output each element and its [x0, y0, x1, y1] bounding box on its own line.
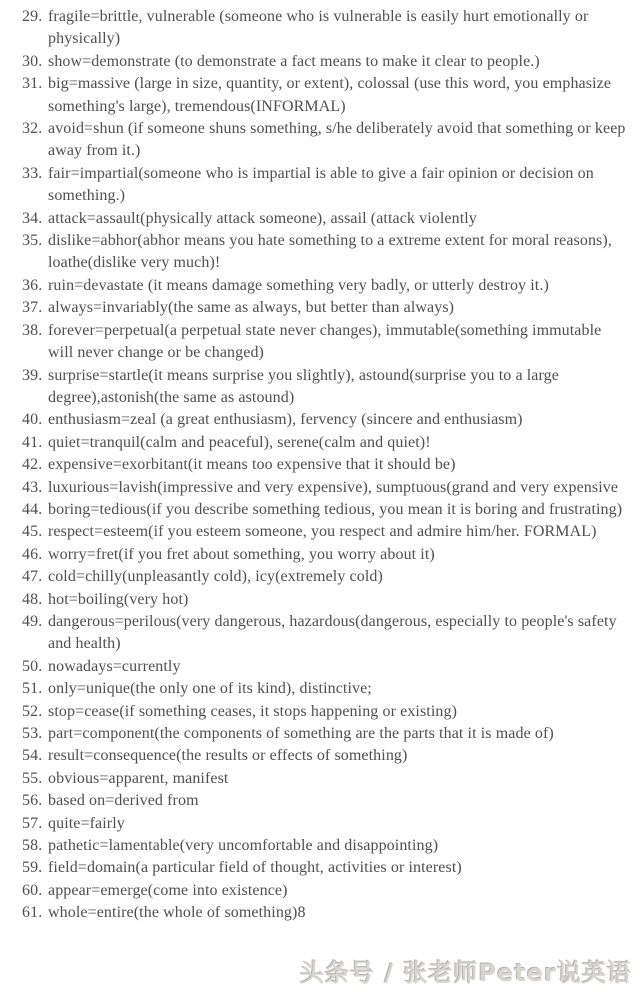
item-text: luxurious=lavish(impressive and very expensive), sumptuous(grand and very expensive	[48, 478, 619, 496]
item-text: always=invariably(the same as always, but better than always)	[48, 299, 455, 317]
item-text: quiet=tranquil(calm and peaceful), serene(calm and quiet)!	[48, 433, 431, 451]
list-item	[22, 477, 630, 499]
item-number: 30.	[22, 52, 43, 70]
list-item	[22, 790, 630, 812]
item-number: 56.	[22, 792, 43, 810]
item-number: 36.	[22, 276, 43, 294]
item-text: surprise=startle(it means surprise you slightly), astound(surprise you to a large degree),astonish(the same as astound)	[48, 366, 559, 406]
item-number: 50.	[22, 657, 43, 675]
list-item	[22, 365, 630, 410]
list-item	[22, 297, 630, 319]
item-number: 46.	[22, 545, 43, 563]
item-text: boring=tedious(if you describe something tedious, you mean it is boring and frustrating)	[48, 500, 623, 518]
list-item	[22, 656, 630, 678]
list-item	[22, 208, 630, 230]
item-number: 43.	[22, 478, 43, 496]
item-text: stop=cease(if something ceases, it stops happening or existing)	[48, 702, 458, 720]
item-text: respect=esteem(if you esteem someone, you respect and admire him/her. FORMAL)	[48, 523, 597, 541]
item-number: 34.	[22, 209, 43, 227]
list-item	[22, 409, 630, 431]
item-text: part=component(the components of something are the parts that it is made of)	[48, 725, 554, 742]
item-number: 52.	[22, 702, 43, 720]
item-number: 61.	[22, 904, 43, 922]
list-item	[22, 6, 630, 51]
item-text: based on=derived from	[48, 792, 199, 810]
item-text: hot=boiling(very hot)	[48, 590, 189, 608]
item-text: big=massive (large in size, quantity, or extent), colossal (use this word, you emphasize something's large), tremendous(INFORMAL)	[48, 75, 612, 115]
item-text: expensive=exorbitant(it means too expensive that it should be)	[48, 456, 456, 474]
item-text: pathetic=lamentable(very uncomfortable and disappointing)	[48, 837, 439, 855]
item-number: 32.	[22, 120, 43, 138]
item-number: 58.	[22, 837, 43, 855]
item-number: 49.	[22, 612, 43, 630]
item-number: 59.	[22, 859, 43, 877]
item-number: 57.	[22, 814, 43, 832]
list-item	[22, 432, 630, 454]
item-number: 51.	[22, 680, 43, 698]
item-number: 47.	[22, 568, 43, 586]
item-text: appear=emerge(come into existence)	[48, 881, 288, 899]
list-item	[22, 611, 630, 656]
item-number: 31.	[22, 75, 43, 93]
item-number: 40.	[22, 411, 43, 429]
item-text: whole=entire(the whole of something)8	[48, 904, 306, 922]
item-number: 55.	[22, 769, 43, 787]
item-text: result=consequence(the results or effects of something)	[48, 747, 408, 765]
list-item	[22, 499, 630, 521]
item-text: fragile=brittle, vulnerable (someone who is vulnerable is easily hurt emotionally or physically)	[48, 8, 589, 48]
item-text: cold=chilly(unpleasantly cold), icy(extremely cold)	[48, 568, 383, 586]
item-text: field=domain(a particular field of thought, activities or interest)	[48, 859, 462, 877]
item-number: 41.	[22, 433, 43, 451]
item-number: 33.	[22, 164, 43, 182]
item-text: worry=fret(if you fret about something, you worry about it)	[48, 545, 435, 563]
watermark: 头条号 / 张老师Peter说英语	[300, 959, 632, 987]
list-item	[22, 880, 630, 902]
item-text: nowadays=currently	[48, 657, 181, 675]
list-item	[22, 544, 630, 566]
item-number: 48.	[22, 590, 43, 608]
list-item	[22, 902, 630, 924]
list-item	[22, 813, 630, 835]
list-item	[22, 454, 630, 476]
list-item	[22, 745, 630, 767]
list-item	[22, 589, 630, 611]
item-text: fair=impartial(someone who is impartial is able to give a fair opinion or decision on something.)	[48, 164, 594, 205]
item-number: 37.	[22, 299, 43, 317]
list-item	[22, 51, 630, 73]
item-number: 42.	[22, 456, 43, 474]
item-text: avoid=shun (if someone shuns something, s/he deliberately avoid that something or keep away from it.)	[48, 120, 626, 160]
item-text: forever=perpetual(a perpetual state never changes), immutable(something immutable will never change or be changed)	[48, 321, 602, 362]
item-number: 39.	[22, 366, 43, 384]
list-item	[22, 118, 630, 163]
list-item	[22, 701, 630, 723]
list-item	[22, 678, 630, 700]
list-item	[22, 73, 630, 118]
item-number: 29.	[22, 8, 43, 25]
item-number: 45.	[22, 523, 43, 541]
item-text: obvious=apparent, manifest	[48, 769, 229, 787]
item-text: dislike=abhor(abhor means you hate something to a extreme extent for moral reasons), loathe(dislike very much)!	[48, 232, 612, 272]
item-number: 53.	[22, 725, 43, 742]
list-item	[22, 723, 630, 745]
item-number: 60.	[22, 881, 43, 899]
item-text: only=unique(the only one of its kind), distinctive;	[48, 680, 372, 698]
list-item	[22, 230, 630, 275]
item-text: dangerous=perilous(very dangerous, hazardous(dangerous, especially to people's safety and health)	[48, 612, 617, 653]
list-item	[22, 566, 630, 588]
list-item	[22, 275, 630, 297]
list-item	[22, 163, 630, 208]
item-number: 38.	[22, 321, 43, 339]
list-item	[22, 320, 630, 365]
item-text: ruin=devastate (it means damage something very badly, or utterly destroy it.)	[48, 276, 549, 294]
list-item	[22, 835, 630, 857]
item-number: 44.	[22, 500, 43, 518]
item-text: attack=assault(physically attack someone), assail (attack violently	[48, 209, 477, 227]
item-text: show=demonstrate (to demonstrate a fact means to make it clear to people.)	[48, 52, 540, 70]
list-item	[22, 857, 630, 879]
item-number: 54.	[22, 747, 43, 765]
item-number: 35.	[22, 232, 43, 250]
list-item	[22, 521, 630, 543]
item-text: enthusiasm=zeal (a great enthusiasm), fervency (sincere and enthusiasm)	[48, 411, 523, 429]
list-item	[22, 768, 630, 790]
item-text: quite=fairly	[48, 814, 125, 832]
